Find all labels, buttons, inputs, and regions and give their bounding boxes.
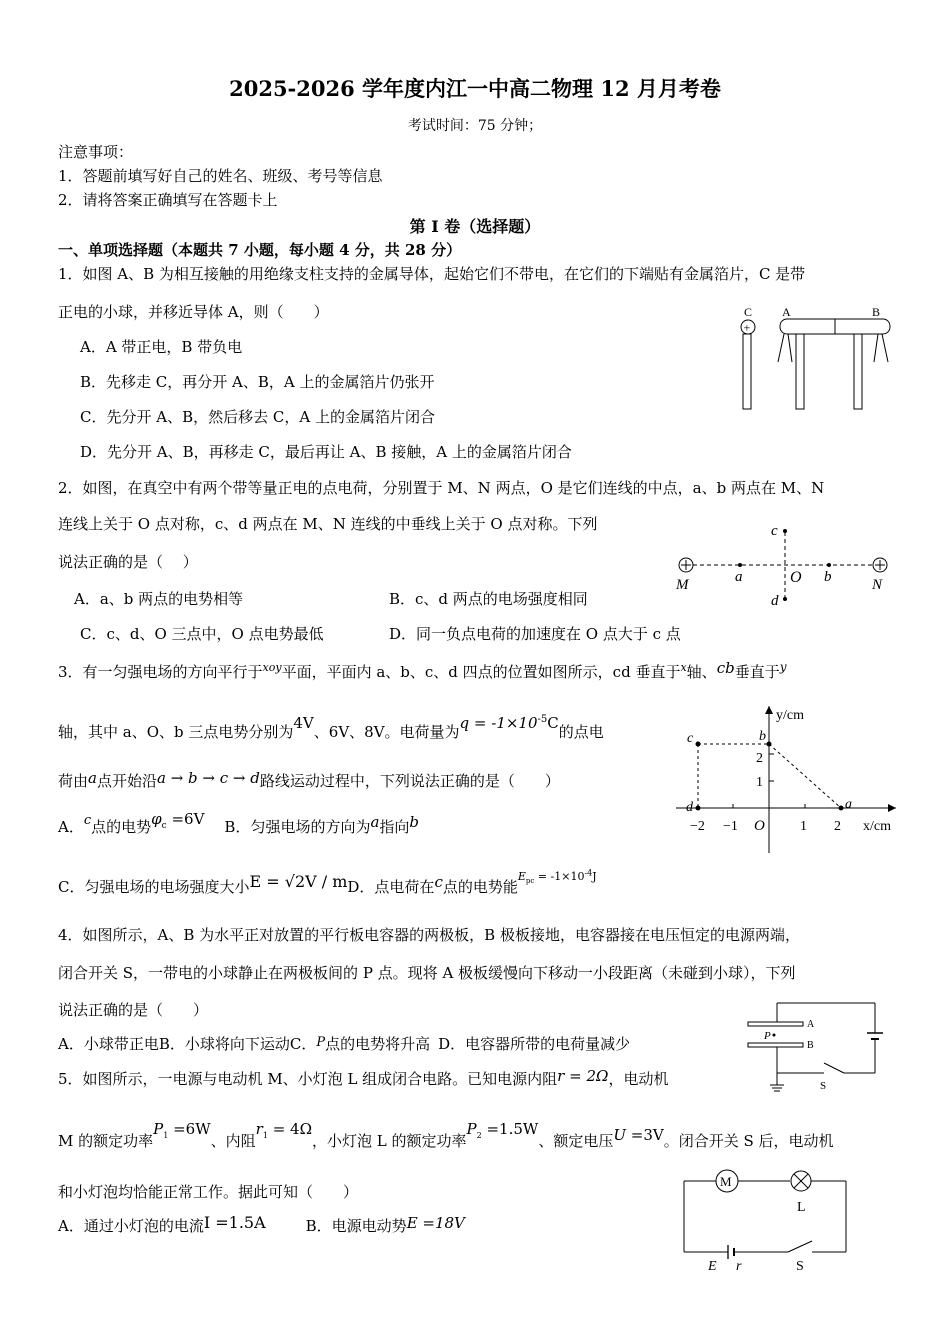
q3-d-exp: -4 [584, 868, 593, 878]
q3-path: a → b → c → d [156, 769, 260, 787]
q3-v4: 4V [293, 714, 314, 732]
q2-option-c: C．c、d、O 三点中，O 点电势最低 [80, 625, 324, 643]
q2-label-d: d [771, 593, 779, 609]
q4-option-c-label: C． [289, 1035, 317, 1053]
q5-stem-2e: 。闭合开关 S 后，电动机 [663, 1132, 834, 1150]
q1-stem-2: 正电的小球，并移近导体 A，则（ ） [58, 303, 329, 321]
q3-stem-1a: 3．有一匀强电场的方向平行于 [58, 663, 263, 681]
q4-option-a: A．小球带正电 [58, 1035, 159, 1053]
q1-label-a: A [782, 305, 791, 319]
q3-point-a: a [845, 797, 852, 812]
q5-label-m: M [720, 1174, 732, 1189]
q3-c-expr: E = √2V / m [249, 872, 348, 891]
q1-plus: + [743, 320, 751, 335]
q3-point-d: d [686, 800, 693, 815]
q5-p1-val: =6W [168, 1120, 211, 1138]
q4-label-a: A [807, 1019, 815, 1030]
q3-d-e: E [517, 870, 526, 883]
q5-option-b: B．电源电动势 [305, 1217, 407, 1235]
q3-a-val: =6V [166, 810, 205, 828]
q1-option-a: A．A 带正电，B 带负电 [80, 338, 243, 356]
q1-label-c: C [744, 305, 753, 319]
q5-r: r = 2Ω [557, 1067, 609, 1085]
q5-u-val: =3V [625, 1126, 664, 1144]
q3-xtick-m2: −2 [690, 819, 705, 834]
q3-q-exp: -5 [537, 714, 548, 725]
q3-a-phi: φ [151, 810, 162, 828]
q3-xoy: xoy [262, 661, 282, 674]
q3-cb: cb [716, 659, 735, 677]
q2-figure [668, 518, 900, 613]
q3-x1: x [680, 661, 687, 674]
q1-option-d: D．先分开 A、B，再移走 C，最后再让 A、B 接触，A 上的金属箔片闭合 [80, 443, 572, 461]
q5-p1: P [153, 1120, 164, 1138]
q2-label-o: O [790, 569, 802, 586]
q2-stem-3: 说法正确的是（ ） [58, 553, 198, 571]
q3-q: q = -1×10 [459, 714, 538, 732]
q2-stem-1: 2．如图，在真空中有两个带等量正电的点电荷，分别置于 M、N 两点，O 是它们连线的中点，a、b 两点在 M、N [58, 479, 825, 497]
q4-figure [740, 995, 888, 1099]
q3-stem-3b: 点开始沿 [96, 772, 157, 790]
q5-stem-3: 和小灯泡均恰能正常工作。据此可知（ ） [58, 1183, 359, 1201]
q4-label-b: B [807, 1040, 814, 1051]
q4-options [58, 1035, 630, 1054]
q3-point-b: b [759, 729, 766, 744]
q2-option-d: D．同一负点电荷的加速度在 O 点大于 c 点 [389, 625, 681, 643]
q3-stem-1b: 平面，平面内 a、b、c、d 四点的位置如图所示，cd 垂直于 [281, 663, 681, 681]
q5-label-s: S [796, 1259, 804, 1273]
q5-stem-2c: ，小灯泡 L 的额定功率 [312, 1132, 467, 1150]
q4-stem-3: 说法正确的是（ ） [58, 1001, 209, 1019]
q4-stem-2: 闭合开关 S，一带电的小球静止在两极板间的 P 点。现将 A 极板缓慢向下移动一小段距离（未碰到小球），下列 [58, 964, 796, 982]
q3-figure [676, 700, 901, 860]
q3-option-a [58, 810, 420, 840]
q3-xtick-m1: −1 [723, 819, 738, 834]
q1-stem-1: 1．如图 A、B 为相互接触的用绝缘支柱支持的金属导体，起始它们不带电，在它们的下端贴有金属箔片，C 是带 [58, 265, 806, 283]
q5-p1-sub: 1 [163, 1131, 169, 1140]
q3-stem-3 [58, 769, 560, 790]
q3-stem-1c: 轴、 [686, 663, 717, 681]
q3-b-b: b [409, 813, 420, 831]
q1-label-b: B [872, 305, 881, 319]
q5-b-expr: E =18V [406, 1214, 465, 1232]
q5-u: U [613, 1126, 626, 1144]
q3-b-text: 指向 [379, 818, 410, 836]
q3-ylabel: y/cm [776, 708, 804, 723]
q5-stem-1b: ，电动机 [608, 1070, 669, 1088]
q5-r1-sub: 1 [262, 1131, 268, 1140]
q3-stem-2b: 、6V、8V。电荷量为 [313, 723, 460, 741]
q3-stem-3a: 荷由 [58, 772, 89, 790]
q4-option-c-p: P [316, 1035, 326, 1050]
q5-figure [676, 1165, 856, 1273]
q5-stem-2a: M 的额定功率 [58, 1132, 154, 1150]
q5-label-l: L [797, 1200, 806, 1215]
q4-option-d: D．电容器所带的电荷量减少 [438, 1035, 631, 1053]
notice-1: 1．答题前填写好自己的姓名、班级、考号等信息 [58, 167, 383, 185]
q4-label-s: S [820, 1080, 827, 1092]
q3-d-text: 点的电势能 [442, 878, 518, 896]
q3-a-label: A． [58, 818, 84, 836]
q3-ytick-2: 2 [756, 751, 763, 766]
q3-stem-1d: 垂直于 [734, 663, 780, 681]
q2-label-b: b [824, 569, 832, 585]
q3-stem-2 [58, 714, 604, 741]
q5-r1-val: = 4Ω [267, 1120, 313, 1138]
q3-origin: O [754, 818, 765, 834]
q5-stem-1a: 5．如图所示，一电源与电动机 M、小灯泡 L 组成闭合电路。已知电源内阻 [58, 1070, 558, 1088]
q5-a-expr: I =1.5A [203, 1213, 266, 1232]
q5-option-a: A．通过小灯泡的电流 [58, 1217, 204, 1235]
q2-label-c: c [771, 523, 778, 539]
q5-p2: P [466, 1120, 477, 1138]
q3-xtick-1: 1 [800, 819, 807, 834]
page-title: 2025-2026 学年度内江一中高二物理 12 月月考卷 [229, 76, 721, 101]
q3-ytick-1: 1 [756, 775, 763, 790]
q1-option-b: B．先移走 C，再分开 A、B，A 上的金属箔片仍张开 [80, 373, 435, 391]
q1-option-c: C．先分开 A、B，然后移去 C，A 上的金属箔片闭合 [80, 408, 435, 426]
q5-label-r: r [736, 1259, 742, 1273]
q3-a-sub: c [161, 821, 167, 831]
q1-figure [728, 300, 898, 415]
q2-stem-2: 连线上关于 O 点对称，c、d 两点在 M、N 连线的中垂线上关于 O 点对称。下列 [58, 515, 598, 533]
q3-d-c: c [434, 873, 443, 891]
q3-a: a [88, 769, 97, 787]
q3-a-c: c [83, 813, 92, 828]
q5-label-e: E [708, 1259, 717, 1273]
q3-stem-2a: 轴，其中 a、O、b 三点电势分别为 [58, 723, 294, 741]
notice-title: 注意事项： [58, 143, 134, 161]
q2-label-a: a [735, 569, 743, 585]
q3-a-text: 点的电势 [91, 818, 152, 836]
notice-2: 2．请将答案正确填写在答题卡上 [58, 191, 278, 209]
part1-title: 一、单项选择题（本题共 7 小题，每小题 4 分，共 28 分） [58, 241, 462, 259]
q5-p2-sub: 2 [476, 1131, 482, 1140]
q3-xtick-2: 2 [834, 819, 841, 834]
q3-option-b: B．匀强电场的方向为 [224, 818, 371, 836]
q5-options [58, 1213, 465, 1235]
q3-stem-2c: 的点电 [558, 723, 604, 741]
q3-b-a: a [370, 813, 380, 831]
volume-title: 第 I 卷（选择题） [409, 217, 541, 236]
q3-d-unit: J [592, 870, 597, 883]
q3-d-val: = -1×10 [534, 870, 585, 883]
q3-d-sub: pc [525, 877, 535, 886]
q5-stem-2b: 、内阻 [210, 1132, 256, 1150]
q3-point-c: c [687, 731, 694, 746]
q4-stem-1: 4．如图所示，A、B 为水平正对放置的平行板电容器的两极板，B 极板接地，电容器接在电压恒定的电源两端， [58, 926, 800, 944]
q2-option-a: A．a、b 两点的电势相等 [74, 590, 244, 608]
q3-xlabel: x/cm [863, 819, 891, 834]
q3-option-c: C．匀强电场的电场强度大小 [58, 878, 250, 896]
q5-stem-1 [58, 1067, 669, 1088]
q3-stem-3c: 路线运动过程中，下列说法正确的是（ ） [259, 772, 560, 790]
q3-option-d: D．点电荷在 [347, 878, 435, 896]
q2-label-n: N [872, 577, 883, 593]
q5-stem-2d: 、额定电压 [538, 1132, 614, 1150]
q2-label-m: M [676, 577, 689, 593]
q4-option-c: 点的电势将升高 [325, 1035, 431, 1053]
q4-label-p: P [764, 1030, 771, 1042]
q5-r1: r [255, 1120, 263, 1138]
q3-y1: y [779, 660, 787, 674]
q4-option-b: B．小球将向下运动 [158, 1035, 290, 1053]
q5-p2-val: =1.5W [481, 1120, 539, 1138]
q3-q-unit: C [547, 714, 559, 732]
q2-option-b: B．c、d 两点的电场强度相同 [389, 590, 588, 608]
q3-stem-1 [58, 660, 787, 681]
exam-time: 考试时间：75 分钟； [407, 118, 543, 134]
